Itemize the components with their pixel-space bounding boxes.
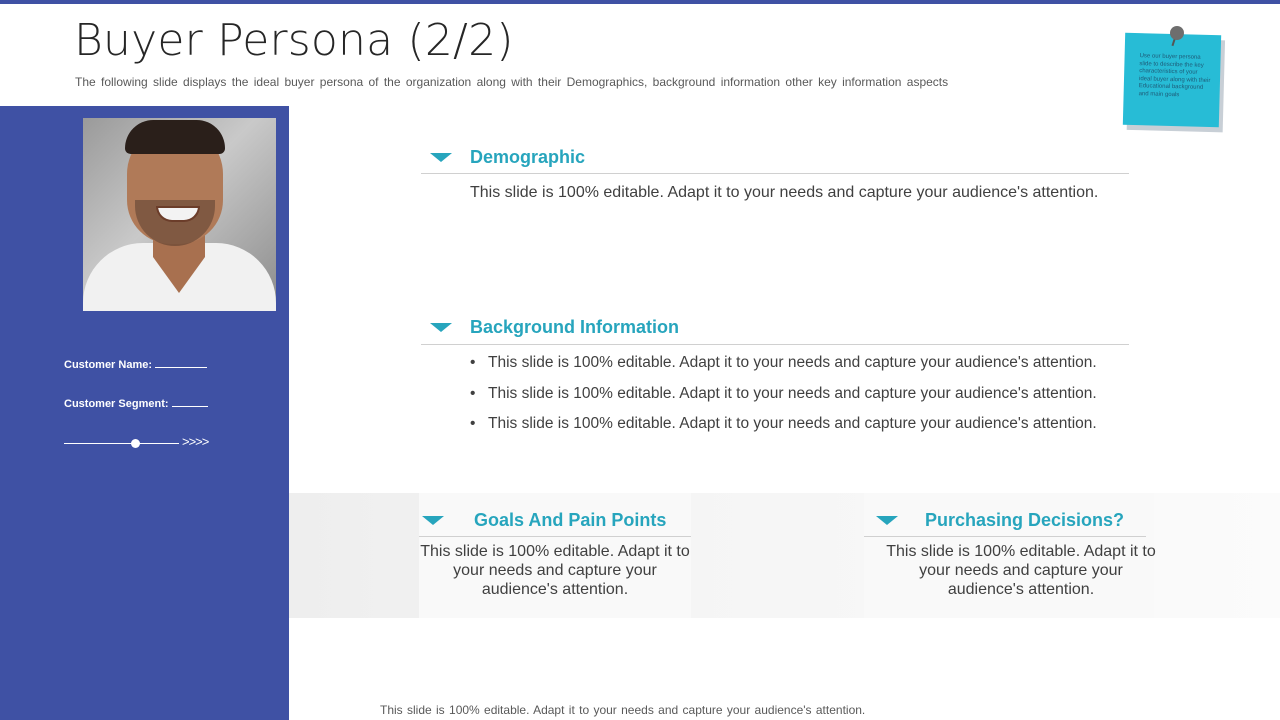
slider-knob-icon — [131, 439, 140, 448]
pin-icon — [1170, 26, 1184, 40]
background-heading: Background Information — [470, 317, 680, 337]
background-divider — [421, 344, 1129, 345]
goals-heading: Goals And Pain Points — [474, 510, 667, 530]
sticky-note-text: Use our buyer persona slide to describe the key characteristics of your ideal buyer along with their Educational background and main goals — [1138, 53, 1211, 98]
slider-track — [64, 443, 179, 444]
customer-segment-blank — [172, 406, 208, 407]
list-item: • This slide is 100% editable. Adapt it to your needs and capture your audience's attention. — [470, 414, 1097, 445]
purchasing-divider — [864, 536, 1146, 537]
goals-text: This slide is 100% editable. Adapt it to your needs and capture your audience's attention. — [420, 543, 690, 598]
demographic-heading: Demographic — [470, 147, 586, 167]
top-accent-bar — [0, 0, 1280, 4]
background-bullets — [470, 353, 1097, 445]
customer-name-field — [64, 359, 207, 371]
caret-down-icon — [430, 153, 452, 162]
caret-down-icon — [876, 516, 898, 525]
customer-segment-label: Customer Segment: — [64, 398, 169, 410]
purchasing-text: This slide is 100% editable. Adapt it to your needs and capture your audience's attention. — [886, 543, 1156, 598]
footer-note: This slide is 100% editable. Adapt it to your needs and capture your audience's attention. — [380, 703, 866, 717]
purchasing-heading: Purchasing Decisions? — [925, 510, 1125, 530]
page-title: Buyer Persona (2/2) — [74, 15, 514, 66]
demographic-text: This slide is 100% editable. Adapt it to your needs and capture your audience's attention. — [470, 184, 1099, 201]
persona-photo — [83, 118, 276, 311]
customer-name-blank — [155, 367, 207, 368]
list-item: • This slide is 100% editable. Adapt it to your needs and capture your audience's attention. — [470, 353, 1097, 384]
customer-name-label: Customer Name: — [64, 359, 153, 371]
caret-down-icon — [422, 516, 444, 525]
slider-arrows: >>>> — [182, 434, 209, 449]
demographic-divider — [421, 173, 1129, 174]
goals-divider — [419, 536, 691, 537]
page-subtitle: The following slide displays the ideal buyer persona of the organization along with their Demographics, background information other key information aspects — [75, 75, 949, 89]
customer-segment-field — [64, 398, 208, 410]
sticky-note — [1123, 33, 1221, 127]
list-item: • This slide is 100% editable. Adapt it to your needs and capture your audience's attention. — [470, 384, 1097, 415]
caret-down-icon — [430, 323, 452, 332]
